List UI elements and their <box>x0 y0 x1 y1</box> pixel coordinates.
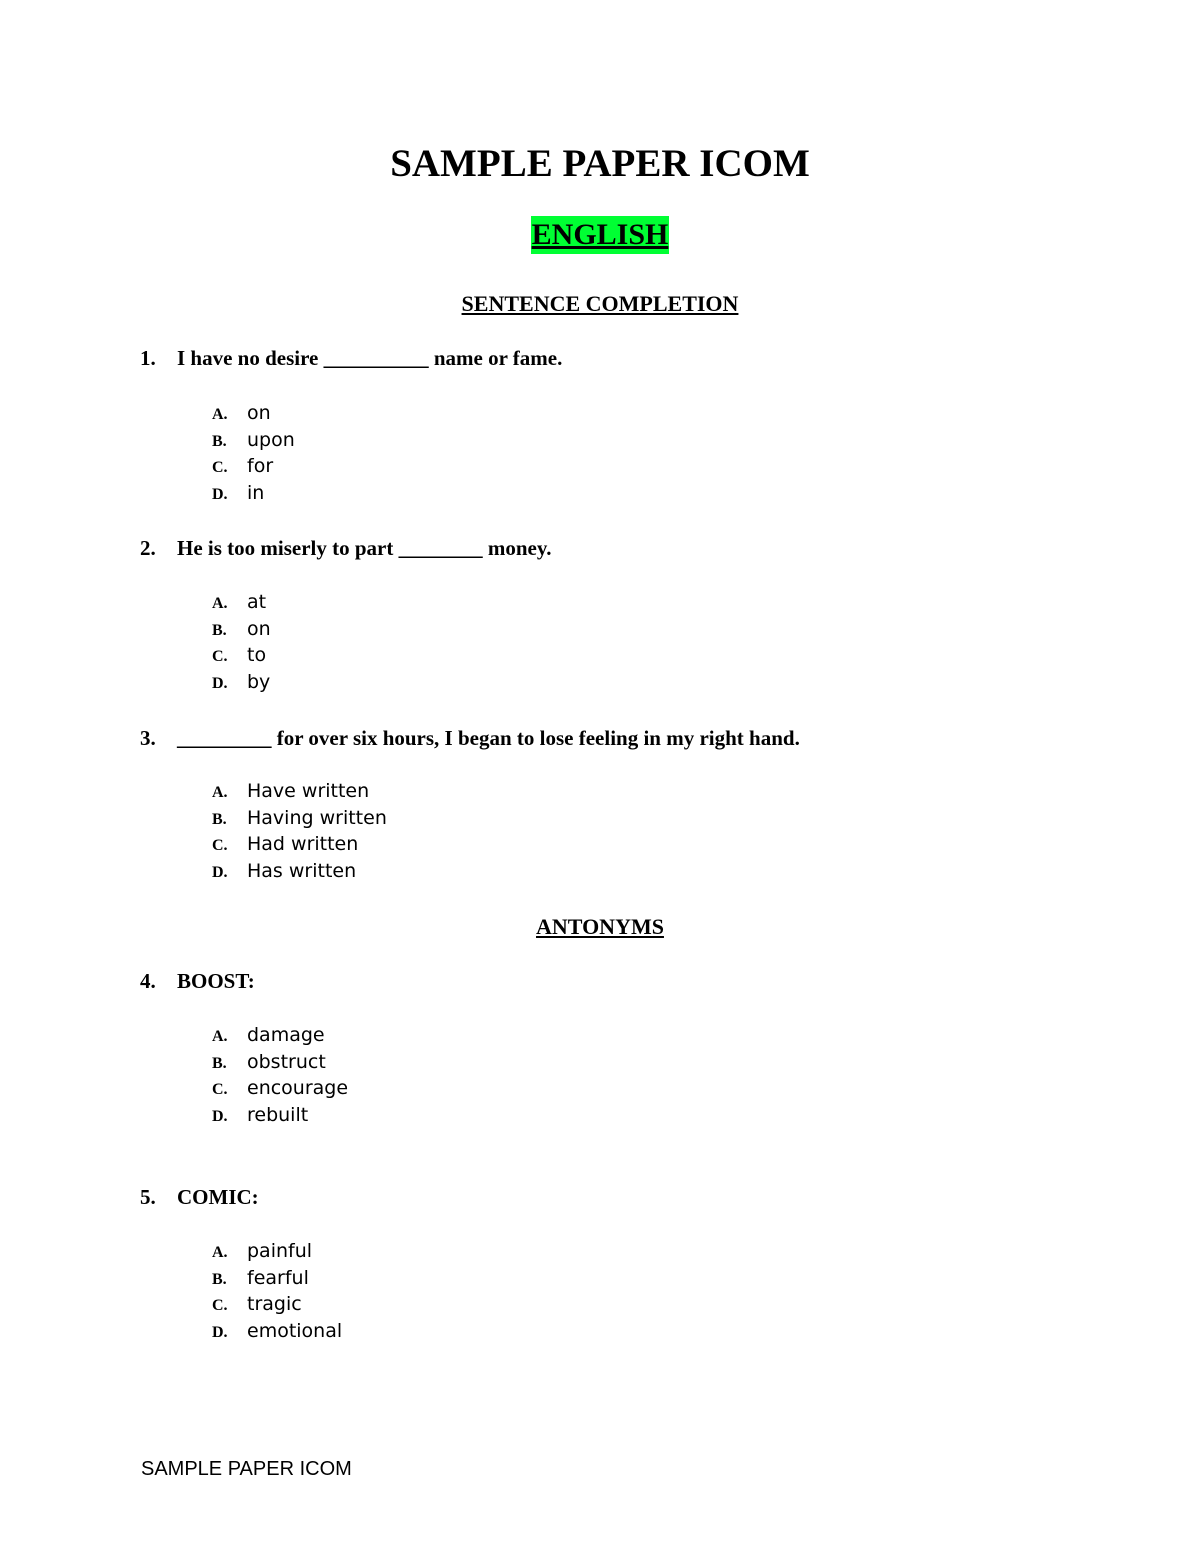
page-footer: SAMPLE PAPER ICOM <box>141 1458 352 1480</box>
option-letter: B. <box>212 1054 227 1072</box>
question-number: 3. <box>140 726 156 750</box>
option-text: fearful <box>247 1266 309 1289</box>
question-2-options <box>212 589 271 696</box>
option-text: painful <box>247 1240 313 1262</box>
option-text: Have written <box>247 780 370 802</box>
option-letter: B. <box>212 1270 227 1288</box>
option-text: to <box>247 644 267 667</box>
section-heading-antonyms: ANTONYMS <box>536 914 664 939</box>
option-text: on <box>247 402 271 424</box>
option-letter: C. <box>212 648 228 666</box>
question-5-options <box>212 1238 342 1345</box>
option-text: by <box>247 671 271 694</box>
option-a <box>212 1022 348 1049</box>
question-text: I have no desire __________ name or fame. <box>177 346 563 370</box>
option-text: Had written <box>247 833 359 856</box>
subject-heading: ENGLISH <box>531 216 670 254</box>
question-text: BOOST: <box>177 969 255 993</box>
option-d <box>212 1318 342 1345</box>
option-letter: C. <box>212 1081 228 1099</box>
option-text: rebuilt <box>247 1104 309 1127</box>
option-text: Has written <box>247 860 357 883</box>
option-d <box>212 858 387 885</box>
option-a <box>212 589 271 616</box>
question-3-options <box>212 778 387 885</box>
page-title: SAMPLE PAPER ICOM <box>390 142 810 185</box>
option-text: tragic <box>247 1293 302 1316</box>
option-b <box>212 1049 348 1076</box>
question-text: He is too miserly to part ________ money. <box>177 536 552 560</box>
question-text: COMIC: <box>177 1185 259 1209</box>
section-heading-sentence-completion: SENTENCE COMPLETION <box>461 291 739 316</box>
option-a <box>212 778 387 805</box>
option-text: emotional <box>247 1320 343 1343</box>
option-letter: C. <box>212 459 228 477</box>
option-letter: C. <box>212 1297 228 1315</box>
option-d <box>212 1102 348 1129</box>
option-text: damage <box>247 1024 325 1046</box>
option-d <box>212 480 295 507</box>
option-letter: D. <box>212 1324 228 1342</box>
option-c <box>212 642 271 669</box>
question-1 <box>140 344 1090 372</box>
option-letter: D. <box>212 1108 228 1126</box>
option-letter: A. <box>212 406 228 423</box>
option-letter: B. <box>212 810 227 828</box>
option-text: at <box>247 591 267 613</box>
question-2 <box>140 534 1090 562</box>
option-c <box>212 1291 342 1318</box>
option-text: Having written <box>247 806 387 829</box>
option-letter: C. <box>212 837 228 855</box>
question-5 <box>140 1183 1090 1211</box>
option-d <box>212 669 271 696</box>
option-b <box>212 616 271 643</box>
question-number: 5. <box>140 1185 156 1209</box>
option-text: for <box>247 455 274 478</box>
option-a <box>212 400 295 427</box>
option-letter: D. <box>212 486 228 504</box>
option-c <box>212 453 295 480</box>
question-4-options <box>212 1022 348 1129</box>
option-a <box>212 1238 342 1265</box>
question-4 <box>140 967 1090 995</box>
question-number: 4. <box>140 969 156 993</box>
option-c <box>212 1075 348 1102</box>
question-text: _________ for over six hours, I began to lose feeling in my right hand. <box>177 726 800 750</box>
question-number: 1. <box>140 346 156 370</box>
option-b <box>212 1265 342 1292</box>
option-letter: A. <box>212 595 228 612</box>
option-c <box>212 831 387 858</box>
option-text: upon <box>247 428 295 451</box>
option-letter: A. <box>212 1028 228 1045</box>
option-letter: B. <box>212 621 227 639</box>
option-text: on <box>247 617 271 640</box>
option-text: obstruct <box>247 1050 326 1073</box>
option-letter: B. <box>212 432 227 450</box>
question-number: 2. <box>140 536 156 560</box>
option-b <box>212 427 295 454</box>
option-letter: A. <box>212 784 228 801</box>
option-text: encourage <box>247 1077 349 1100</box>
option-text: in <box>247 482 265 505</box>
option-letter: D. <box>212 675 228 693</box>
option-letter: A. <box>212 1244 228 1261</box>
subject-heading-wrap <box>0 216 1200 254</box>
question-3 <box>140 724 1090 752</box>
option-letter: D. <box>212 864 228 882</box>
option-b <box>212 805 387 832</box>
question-1-options <box>212 400 295 507</box>
